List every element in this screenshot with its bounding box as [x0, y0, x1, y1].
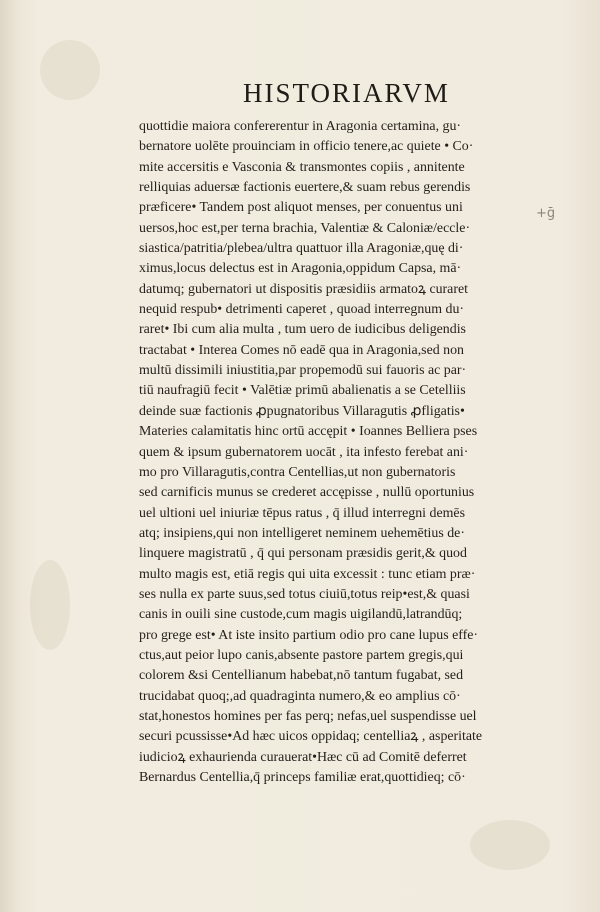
text-line: datumq; gubernatori ut dispositis præsidiis armatoꝝ curaret	[139, 281, 468, 297]
text-line: multū dissimili iniustitia,par propemodū sui fauoris ac par·	[139, 363, 467, 379]
text-line: uel ultioni uel iniuriæ tēpus ratus , q̄ illud interregni demēs	[139, 505, 465, 521]
text-line: quottidie maiora confererentur in Aragonia certamina, gu·	[139, 119, 462, 134]
text-line: colorem &si Centellianum habebat,nō tantum fugabat, sed	[139, 668, 464, 684]
text-line: linquere magistratū , q̄ qui personam præsidis gerit,& quod	[139, 546, 467, 562]
text-line: uersos,hoc est,per terna brachia, Valentiæ & Caloniæ/eccle·	[139, 220, 471, 236]
text-line: sed carnificis munus se crederet accępisse , nullū oportunius	[139, 485, 475, 501]
margin-annotation: +ḡ	[536, 206, 556, 221]
running-head: HISTORIARVM	[243, 78, 450, 108]
text-line: bernatore uolēte prouinciam in officio tenere,ac quiete • Co·	[139, 139, 474, 155]
text-line: siastica/patritia/plebea/ultra quattuor illa Aragoniæ,quę di·	[139, 241, 464, 257]
text-line: tiū naufragiū fecit • Valētiæ primū abalienatis a se Cetelliis	[139, 383, 466, 399]
text-line: stat,honestos homines per fas perq; nefas,uel suspendisse uel	[139, 708, 477, 724]
paper-stain	[40, 40, 100, 100]
text-block	[139, 117, 531, 788]
paper-stain	[30, 560, 70, 650]
text-line: nequid respub• detrimenti caperet , quoad interregnum du·	[139, 302, 465, 318]
text-line: mo pro Villaragutis,contra Centellias,ut non gubernatoris	[139, 464, 456, 480]
text-line: trucidabat quoq;,ad quadraginta numero,& eo amplius cō·	[139, 688, 461, 704]
text-line: pro grege est• At iste insito partium odio pro cane lupus effe·	[139, 627, 479, 643]
text-line: atq; insipiens,qui non intelligeret neminem uehemētius de·	[139, 525, 465, 541]
text-line: deinde suæ factionis ꝓpugnatoribus Villaragutis ꝓfligatis•	[139, 403, 465, 419]
text-line: ses nulla ex parte suus,sed totus ciuiū,totus reip•est,& quasi	[139, 586, 470, 602]
text-line: præficere• Tandem post aliquot menses, per conuentus uni	[139, 200, 463, 216]
text-line: iudicioꝝ exhaurienda curauerat•Hæc cū ad Comitē deferret	[139, 749, 467, 765]
text-line: relliquias aduersæ factionis euertere,& suam rebus gerendis	[139, 180, 471, 196]
text-line: multo magis est, etiā regis qui uita excessit : tunc etiam præ·	[139, 566, 476, 582]
text-line: mite accersitis e Vasconia & transmontes copiis , annitente	[139, 159, 465, 175]
text-line: securi pcussisse•Ad hæc uicos oppidaq; centelliaꝝ , asperitate	[139, 729, 483, 745]
text-line: canis in ouili sine custode,cum magis uigilandū,latrandūq;	[139, 607, 463, 623]
text-line: raret• Ibi cum alia multa , tum uero de iudicibus deligendis	[139, 322, 466, 338]
text-line: tractabat • Interea Comes nō eadē qua in Aragonia,sed non	[139, 342, 464, 358]
text-line: Bernardus Centellia,q̄ princeps familiæ erat,quottidieq; cō·	[139, 770, 466, 785]
paper-stain	[470, 820, 550, 870]
text-line: ctus,aut peior lupo canis,absente pastore partem gregis,qui	[139, 647, 464, 663]
text-line: quem & ipsum gubernatorem uocāt , ita infesto ferebat ani·	[139, 444, 469, 460]
text-line: Materies calamitatis hinc ortū accępit • Ioannes Belliera pses	[139, 424, 478, 440]
text-line: ximus,locus delectus est in Aragonia,oppidum Capsa, mā·	[139, 261, 462, 277]
